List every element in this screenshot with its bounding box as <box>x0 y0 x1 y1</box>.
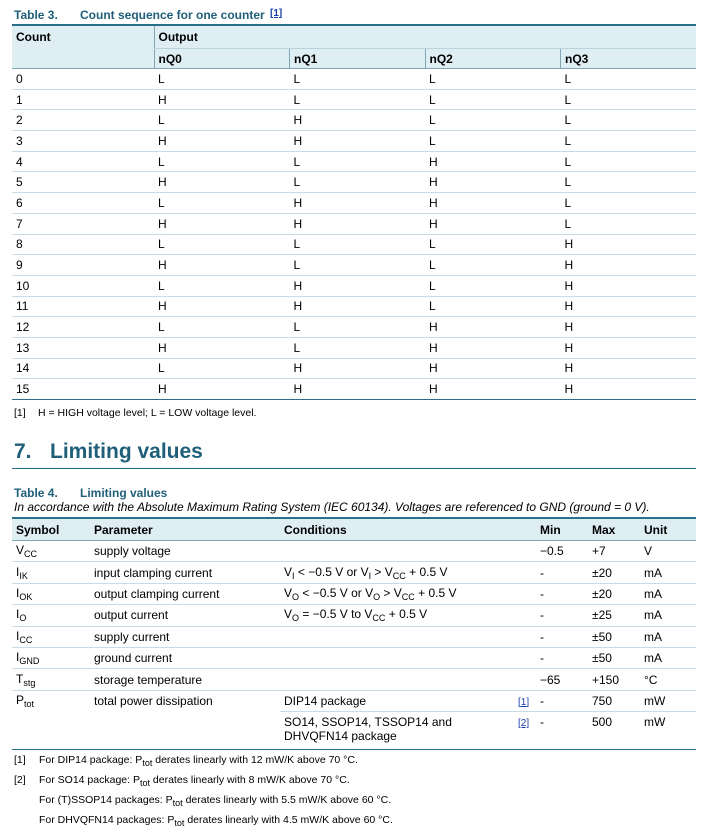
limiting-values-table <box>12 517 696 750</box>
footnote-2: [2] For SO14 package: $P_{tot}$ derates linearly with 8 mW/K above 70 °C. <box>14 774 350 788</box>
section-number: 7. <box>14 440 32 463</box>
nq1-cell: L <box>290 317 426 338</box>
symbol-cell: $P_{tot}$ <box>16 693 35 710</box>
nq2-cell: L <box>425 131 561 152</box>
max-cell: +7 <box>588 541 640 562</box>
table-row <box>12 69 696 90</box>
table-row <box>12 541 696 562</box>
table-row <box>12 647 696 668</box>
count-cell: 15 <box>12 379 154 400</box>
count-cell: 10 <box>12 275 154 296</box>
table-row <box>12 234 696 255</box>
nq2-cell: L <box>425 234 561 255</box>
nq1-cell: L <box>290 337 426 358</box>
header-ref <box>518 518 536 541</box>
nq3-cell: L <box>561 213 697 234</box>
unit-cell: mA <box>640 605 696 626</box>
footnote-2-line3: For DHVQFN14 packages: $P_{tot}$ derates linearly with 4.5 mW/K above 60 °C. <box>39 814 393 828</box>
nq2-cell: L <box>425 110 561 131</box>
table-row <box>12 605 696 626</box>
nq3-cell: H <box>561 275 697 296</box>
table-row <box>12 583 696 604</box>
header-count: Count <box>12 25 154 69</box>
footnote-text: H = HIGH voltage level; L = LOW voltage level. <box>38 407 257 419</box>
nq3-cell: H <box>561 296 697 317</box>
count-cell: 5 <box>12 172 154 193</box>
max-cell: +150 <box>588 669 640 690</box>
table-row <box>12 712 696 750</box>
nq2-cell: H <box>425 358 561 379</box>
max-cell: ±50 <box>588 647 640 668</box>
table3-caption <box>14 8 282 22</box>
nq0-cell: H <box>154 213 290 234</box>
min-cell: - <box>536 626 588 647</box>
nq0-cell: L <box>154 193 290 214</box>
unit-cell: mA <box>640 626 696 647</box>
min-cell: - <box>536 605 588 626</box>
nq3-cell: L <box>561 89 697 110</box>
footnote-2-line2: For (T)SSOP14 packages: $P_{tot}$ derates linearly with 5.5 mW/K above 60 °C. <box>39 794 392 808</box>
nq2-cell: L <box>425 69 561 90</box>
footnote-ref-2[interactable]: [2] <box>518 712 536 750</box>
table-row <box>12 151 696 172</box>
nq0-cell: L <box>154 69 290 90</box>
nq0-cell: H <box>154 131 290 152</box>
table-row <box>12 337 696 358</box>
min-cell: - <box>536 647 588 668</box>
nq3-cell: L <box>561 110 697 131</box>
parameter-cell: output clamping current <box>90 583 280 604</box>
nq2-cell: H <box>425 379 561 400</box>
nq2-cell: H <box>425 337 561 358</box>
count-cell: 3 <box>12 131 154 152</box>
table4-caption <box>14 486 167 500</box>
table-row <box>12 110 696 131</box>
conditions-cell: SO14, SSOP14, TSSOP14 and DHVQFN14 package <box>280 712 518 750</box>
unit-cell: V <box>640 541 696 562</box>
table3-footnote-link[interactable]: [1] <box>270 8 283 19</box>
table-row <box>12 172 696 193</box>
nq1-cell: H <box>290 296 426 317</box>
symbol-cell: $I_{GND}$ <box>12 647 90 668</box>
section-title: Limiting values <box>50 440 203 463</box>
nq2-cell: H <box>425 317 561 338</box>
min-cell: - <box>536 562 588 583</box>
nq2-cell: L <box>425 89 561 110</box>
table-row <box>12 255 696 276</box>
conditions-cell: $V_I < -0.5$ V or $V_I > V_{CC} + 0.5$ V <box>280 562 518 583</box>
count-cell: 4 <box>12 151 154 172</box>
table3-number: Table 3. <box>14 8 58 22</box>
table-row <box>12 562 696 583</box>
table-row <box>12 275 696 296</box>
nq3-cell: H <box>561 317 697 338</box>
nq0-cell: H <box>154 172 290 193</box>
count-cell: 9 <box>12 255 154 276</box>
count-cell: 11 <box>12 296 154 317</box>
nq1-cell: H <box>290 131 426 152</box>
nq1-cell: H <box>290 275 426 296</box>
nq1-cell: H <box>290 379 426 400</box>
header-max: Max <box>588 518 640 541</box>
nq2-cell: L <box>425 275 561 296</box>
table4-description: In accordance with the Absolute Maximum Rating System (IEC 60134). Voltages are referenced to GND (ground = 0 V). <box>14 500 650 514</box>
table-row <box>12 213 696 234</box>
table3-footnote <box>14 407 256 419</box>
count-cell: 13 <box>12 337 154 358</box>
header-unit: Unit <box>640 518 696 541</box>
header-nq0: nQ0 <box>154 49 290 69</box>
unit-cell: mW <box>640 690 696 711</box>
conditions-cell <box>280 541 518 562</box>
table-row <box>12 669 696 690</box>
nq2-cell: H <box>425 213 561 234</box>
parameter-cell: total power dissipation <box>94 694 213 709</box>
conditions-cell <box>280 669 518 690</box>
nq0-cell: H <box>154 296 290 317</box>
nq0-cell: L <box>154 234 290 255</box>
table-row <box>12 626 696 647</box>
parameter-cell: input clamping current <box>90 562 280 583</box>
nq1-cell: H <box>290 110 426 131</box>
symbol-cell: $I_{IK}$ <box>12 562 90 583</box>
nq3-cell: H <box>561 337 697 358</box>
header-parameter: Parameter <box>90 518 280 541</box>
conditions-cell <box>280 626 518 647</box>
nq1-cell: L <box>290 234 426 255</box>
header-nq3: nQ3 <box>561 49 697 69</box>
nq0-cell: L <box>154 317 290 338</box>
nq0-cell: L <box>154 358 290 379</box>
nq1-cell: L <box>290 172 426 193</box>
symbol-cell: $I_O$ <box>12 605 90 626</box>
unit-cell: mW <box>640 712 696 750</box>
max-cell: ±25 <box>588 605 640 626</box>
nq2-cell: L <box>425 255 561 276</box>
nq3-cell: L <box>561 151 697 172</box>
table-row <box>12 89 696 110</box>
nq1-cell: L <box>290 151 426 172</box>
nq0-cell: L <box>154 110 290 131</box>
nq1-cell: L <box>290 69 426 90</box>
count-cell: 1 <box>12 89 154 110</box>
nq0-cell: L <box>154 151 290 172</box>
count-cell: 2 <box>12 110 154 131</box>
nq1-cell: H <box>290 358 426 379</box>
parameter-cell: supply voltage <box>90 541 280 562</box>
nq0-cell: H <box>154 379 290 400</box>
parameter-cell: output current <box>90 605 280 626</box>
header-nq1: nQ1 <box>290 49 426 69</box>
table4-footnotes <box>14 752 393 832</box>
symbol-cell: $V_{CC}$ <box>12 541 90 562</box>
count-cell: 8 <box>12 234 154 255</box>
table-row <box>12 193 696 214</box>
nq2-cell: H <box>425 193 561 214</box>
nq3-cell: L <box>561 172 697 193</box>
nq2-cell: H <box>425 151 561 172</box>
min-cell: −65 <box>536 669 588 690</box>
header-min: Min <box>536 518 588 541</box>
table-row <box>12 317 696 338</box>
unit-cell: mA <box>640 647 696 668</box>
nq3-cell: L <box>561 131 697 152</box>
footnote-1: [1] For DIP14 package: $P_{tot}$ derates linearly with 12 mW/K above 70 °C. <box>14 754 358 768</box>
table-row <box>12 296 696 317</box>
table-row <box>12 131 696 152</box>
min-cell: - <box>536 690 588 711</box>
count-sequence-table <box>12 24 696 400</box>
parameter-cell: supply current <box>90 626 280 647</box>
nq1-cell: H <box>290 213 426 234</box>
nq0-cell: H <box>154 255 290 276</box>
nq1-cell: L <box>290 255 426 276</box>
table3-title: Count sequence for one counter <box>80 8 265 22</box>
nq3-cell: H <box>561 234 697 255</box>
count-cell: 7 <box>12 213 154 234</box>
min-cell: - <box>536 583 588 604</box>
table4-number: Table 4. <box>14 486 58 500</box>
nq3-cell: L <box>561 69 697 90</box>
nq3-cell: H <box>561 358 697 379</box>
nq1-cell: L <box>290 89 426 110</box>
nq3-cell: L <box>561 193 697 214</box>
count-cell: 6 <box>12 193 154 214</box>
max-cell: 750 <box>588 690 640 711</box>
conditions-cell: $V_O = -0.5$ V to $V_{CC} + 0.5$ V <box>280 605 518 626</box>
header-symbol: Symbol <box>12 518 90 541</box>
nq3-cell: H <box>561 255 697 276</box>
nq1-cell: H <box>290 193 426 214</box>
min-cell: - <box>536 712 588 750</box>
symbol-cell: $T_{stg}$ <box>12 669 90 690</box>
unit-cell: °C <box>640 669 696 690</box>
unit-cell: mA <box>640 562 696 583</box>
max-cell: 500 <box>588 712 640 750</box>
nq0-cell: H <box>154 89 290 110</box>
table-row <box>12 379 696 400</box>
symbol-cell: $I_{CC}$ <box>12 626 90 647</box>
conditions-cell: DIP14 package <box>280 690 518 711</box>
table4-title: Limiting values <box>80 486 168 500</box>
section-heading <box>14 440 203 464</box>
section-divider <box>12 468 696 469</box>
parameter-cell: ground current <box>90 647 280 668</box>
count-cell: 0 <box>12 69 154 90</box>
conditions-cell: $V_O < -0.5$ V or $V_O > V_{CC} + 0.5$ V <box>280 583 518 604</box>
table-row <box>12 690 696 711</box>
parameter-cell: storage temperature <box>90 669 280 690</box>
nq3-cell: H <box>561 379 697 400</box>
footnote-ref-1[interactable]: [1] <box>518 690 536 711</box>
max-cell: ±20 <box>588 583 640 604</box>
header-output: Output <box>154 25 696 49</box>
nq0-cell: L <box>154 275 290 296</box>
min-cell: −0.5 <box>536 541 588 562</box>
count-cell: 14 <box>12 358 154 379</box>
footnote-marker: [1] <box>14 407 26 419</box>
nq0-cell: H <box>154 337 290 358</box>
header-conditions: Conditions <box>280 518 518 541</box>
header-nq2: nQ2 <box>425 49 561 69</box>
nq2-cell: H <box>425 172 561 193</box>
unit-cell: mA <box>640 583 696 604</box>
count-cell: 12 <box>12 317 154 338</box>
symbol-cell: $I_{OK}$ <box>12 583 90 604</box>
nq2-cell: L <box>425 296 561 317</box>
conditions-cell <box>280 647 518 668</box>
table-row <box>12 358 696 379</box>
max-cell: ±50 <box>588 626 640 647</box>
max-cell: ±20 <box>588 562 640 583</box>
